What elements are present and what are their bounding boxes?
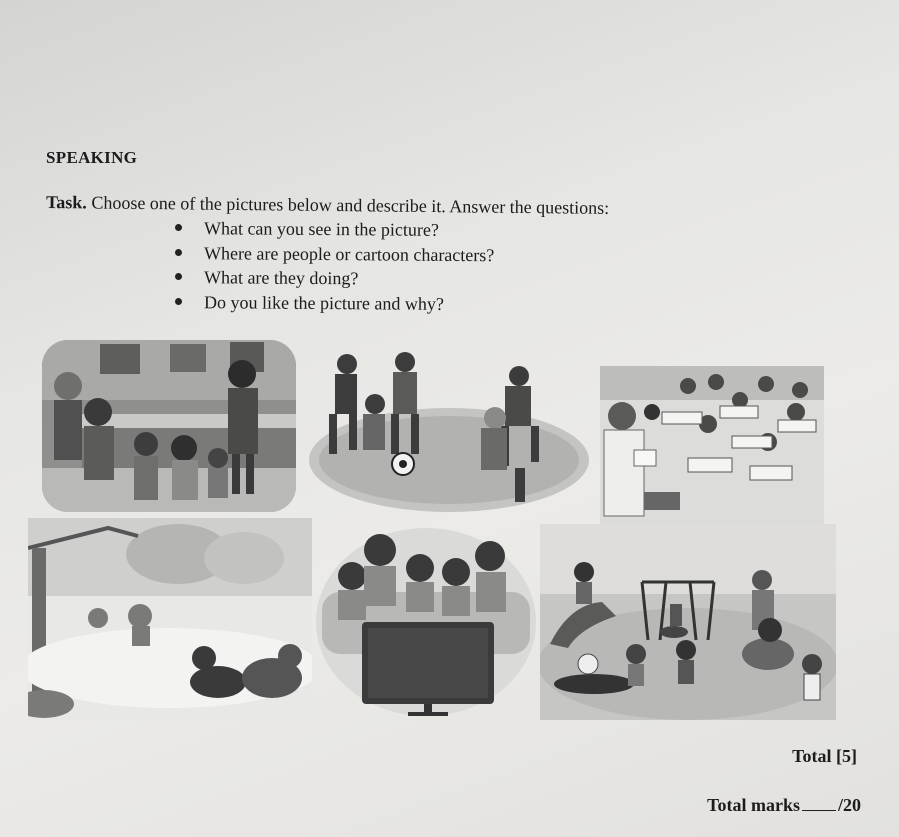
picture-football: [305, 348, 593, 518]
task-label: Task.: [45, 192, 87, 213]
winter-cartoon-scene-illustration: [28, 518, 312, 720]
classroom-scene-illustration: [600, 366, 824, 524]
question-item: [175, 292, 444, 315]
question-item: [175, 267, 359, 289]
family-tv-scene-illustration: [316, 522, 536, 718]
section-total: Total [5]: [792, 746, 857, 766]
question-text: Do you like the picture and why?: [203, 292, 445, 314]
task-text: Choose one of the pictures below and describe it. Answer the questions:: [91, 192, 610, 218]
bullet-icon: [175, 273, 182, 280]
total-marks-label: Total marks: [707, 795, 800, 815]
total-marks: [707, 795, 861, 816]
picture-classroom: [600, 366, 824, 524]
picture-shop: [42, 340, 296, 512]
football-scene-illustration: [305, 348, 593, 518]
bullet-icon: [175, 224, 182, 231]
question-text: Where are people or cartoon characters?: [203, 243, 495, 266]
bullet-icon: [175, 249, 182, 256]
bullet-icon: [175, 298, 182, 305]
question-text: What can you see in the picture?: [203, 218, 439, 240]
playground-scene-illustration: [540, 524, 836, 720]
score-blank: [802, 810, 836, 811]
section-title: SPEAKING: [46, 148, 138, 167]
question-item: [175, 243, 494, 266]
picture-playground: [540, 524, 836, 720]
picture-winter: [28, 518, 312, 720]
total-marks-suffix: /20: [837, 795, 861, 815]
task-instruction: [46, 192, 609, 219]
question-item: [175, 218, 439, 241]
question-text: What are they doing?: [203, 267, 359, 289]
shop-scene-illustration: [42, 340, 296, 512]
picture-family-tv: [316, 522, 536, 718]
